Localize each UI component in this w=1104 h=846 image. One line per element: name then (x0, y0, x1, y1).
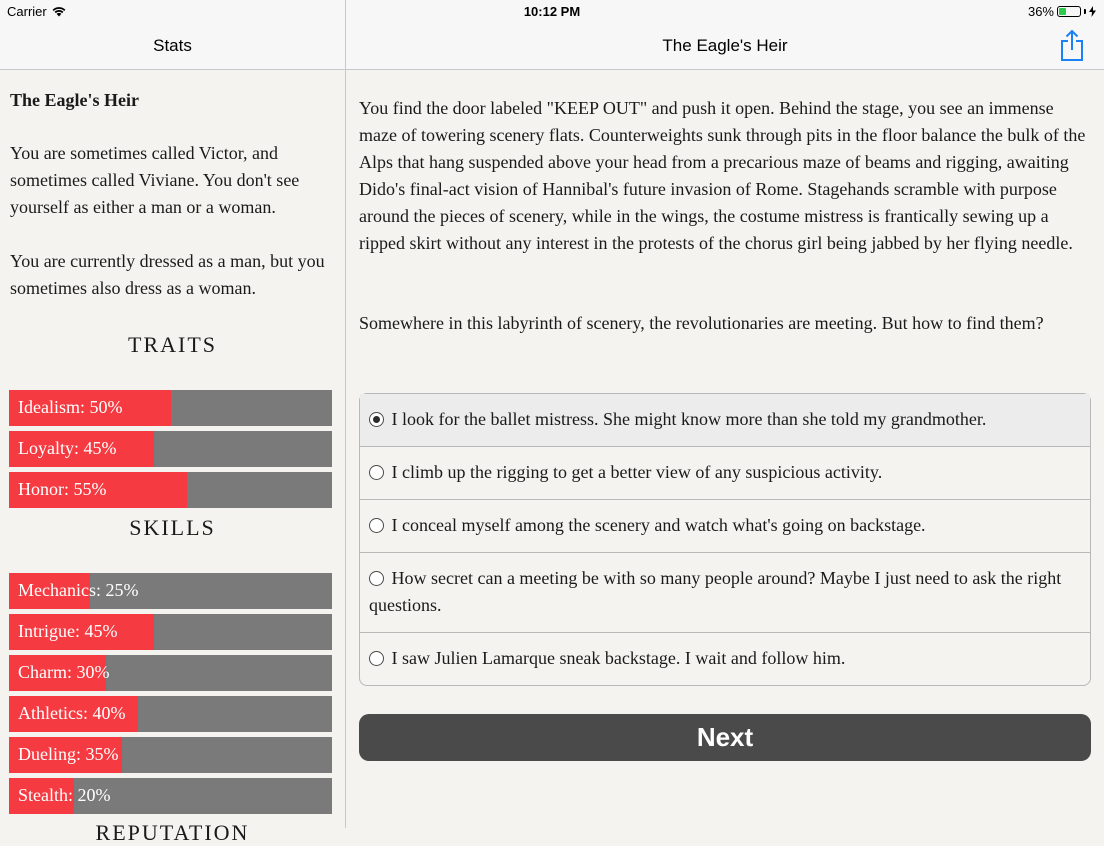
trait-bar-honor (9, 472, 332, 508)
skill-bar-dueling (9, 737, 332, 773)
skill-bar-stealth (9, 778, 332, 814)
identity-text: You are sometimes called Victor, and sometimes called Viviane. You don't see yourself as either a man or a woman. (10, 143, 300, 217)
skill-bar-intrigue (9, 614, 332, 650)
charging-icon (1089, 6, 1096, 17)
radio-icon[interactable] (369, 651, 384, 666)
stats-nav-title: Stats (153, 36, 192, 55)
traits-heading: TRAITS (128, 332, 217, 357)
trait-label: Loyalty: 45% (18, 438, 117, 458)
story-nav-bar (346, 22, 1104, 70)
choice-option[interactable] (360, 446, 1090, 499)
choice-option[interactable] (360, 552, 1090, 632)
trait-label: Idealism: 50% (18, 397, 123, 417)
radio-icon[interactable] (369, 465, 384, 480)
choice-option[interactable] (360, 394, 1090, 446)
skill-label: Dueling: 35% (18, 744, 119, 764)
choice-text: I saw Julien Lamarque sneak backstage. I wait and follow him. (391, 648, 846, 668)
clock: 10:12 PM (523, 4, 581, 19)
choice-text: I climb up the rigging to get a better view of any suspicious activity. (391, 462, 883, 482)
trait-label: Honor: 55% (18, 479, 107, 499)
story-nav-title: The Eagle's Heir (662, 36, 788, 55)
choice-list (359, 393, 1091, 686)
skill-label: Mechanics: 25% (18, 580, 139, 600)
share-button[interactable] (1058, 29, 1086, 63)
choice-text: How secret can a meeting be with so many people around? Maybe I just need to ask the right questions. (369, 568, 1062, 615)
battery-percent: 36% (1027, 4, 1054, 19)
next-button[interactable]: Next (359, 714, 1091, 761)
story-paragraph: You find the door labeled "KEEP OUT" and push it open. Behind the stage, you see an immense maze of towering scenery flats. Counterweights sunk through pits in the floor balance the bulk of the Alps that hang suspended above your head from a precarious maze of beams and rigging, awaiting Dido's final-act vision of Hannibal's future invasion of Rome. Stagehands scramble with purpose around the pieces of scenery, while in the wings, the costume mistress is frantically sewing up a ripped skirt without any interest in the protests of the chorus girl being jabbed by her flying needle. (359, 98, 1086, 253)
stats-panel (0, 70, 345, 845)
battery-icon (1057, 6, 1081, 17)
skill-label: Intrigue: 45% (18, 621, 118, 641)
skill-bar-mechanics (9, 573, 332, 609)
skills-heading: SKILLS (129, 515, 216, 540)
stats-nav-bar (0, 22, 345, 70)
skill-bar-charm (9, 655, 332, 691)
trait-bar-loyalty (9, 431, 332, 467)
battery-indicator (1028, 4, 1096, 19)
dress-text: You are currently dressed as a man, but you sometimes also dress as a woman. (10, 251, 325, 298)
trait-bar-idealism (9, 390, 332, 426)
skill-label: Charm: 30% (18, 662, 110, 682)
choice-text: I conceal myself among the scenery and watch what's going on backstage. (391, 515, 926, 535)
carrier-label: Carrier (7, 4, 47, 19)
choice-option[interactable] (360, 632, 1090, 685)
reputation-heading: REPUTATION (95, 820, 250, 845)
radio-icon[interactable] (369, 518, 384, 533)
story-paragraph: Somewhere in this labyrinth of scenery, the revolutionaries are meeting. But how to find them? (359, 313, 1044, 333)
radio-selected-icon[interactable] (369, 412, 384, 427)
status-bar (0, 0, 1104, 22)
choice-option[interactable] (360, 499, 1090, 552)
radio-icon[interactable] (369, 571, 384, 586)
skill-label: Athletics: 40% (18, 703, 126, 723)
share-icon (1058, 29, 1086, 63)
skill-label: Stealth: 20% (18, 785, 111, 805)
game-title: The Eagle's Heir (10, 90, 139, 110)
story-panel (346, 70, 1104, 828)
choice-text: I look for the ballet mistress. She might know more than she told my grandmother. (391, 409, 987, 429)
skill-bar-athletics (9, 696, 332, 732)
